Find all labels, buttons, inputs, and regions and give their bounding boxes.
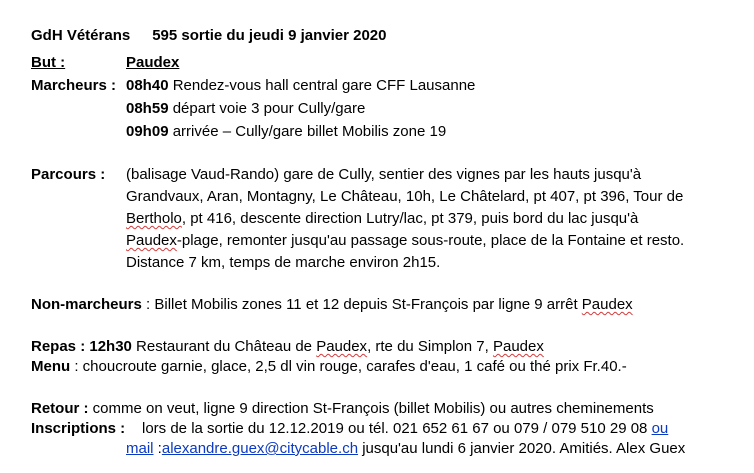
- parcours-line-5: Distance 7 km, temps de marche environ 2h15.: [126, 254, 441, 271]
- marcheurs-time-1: 08h40: [126, 77, 169, 94]
- mail-colon: :: [153, 440, 162, 457]
- marcheurs-text-2: départ voie 3 pour Cully/gare: [168, 100, 366, 117]
- marcheurs-text-3: arrivée – Cully/gare billet Mobilis zone 19: [168, 123, 447, 140]
- retour-line: [31, 400, 654, 418]
- marcheurs-text-1: Rendez-vous hall central gare CFF Lausanne: [168, 77, 476, 94]
- retour-text: comme on veut, ligne 9 direction St-François (billet Mobilis) ou autres cheminements: [88, 400, 654, 417]
- mail-link[interactable]: mail: [126, 440, 154, 457]
- but-label: But :: [31, 54, 66, 71]
- repas-place-2: Paudex: [492, 338, 544, 355]
- non-marcheurs-place: Paudex: [581, 296, 633, 313]
- non-marcheurs-text: : Billet Mobilis zones 11 et 12 depuis St-François par ligne 9 arrêt: [141, 296, 582, 313]
- menu-line: [31, 358, 627, 376]
- parcours-line-3-rest: , pt 416, descente direction Lutry/lac, pt 379, puis bord du lac jusqu'à: [181, 210, 639, 227]
- but-value: Paudex: [126, 54, 180, 71]
- marcheurs-line-1: [126, 77, 475, 95]
- document-header: [31, 27, 386, 45]
- repas-label: Repas : 12h30: [31, 338, 132, 355]
- parcours-label: Parcours :: [31, 166, 106, 183]
- retour-label: Retour :: [31, 400, 89, 417]
- non-marcheurs-line: [31, 296, 633, 314]
- outing-title: 595 sortie du jeudi 9 janvier 2020: [152, 27, 387, 44]
- inscriptions-line-1-text: lors de la sortie du 12.12.2019 ou tél. 021 652 61 67 ou 079 / 079 510 29 08: [142, 420, 652, 437]
- inscriptions-line-1: [142, 420, 668, 438]
- place-bertholo: Bertholo: [126, 210, 182, 227]
- parcours-line-1: (balisage Vaud-Rando) gare de Cully, sentier des vignes par les hauts jusqu'à: [126, 166, 642, 183]
- parcours-line-2: Grandvaux, Aran, Montagny, Le Château, 10h, Le Châtelard, pt 407, pt 396, Tour de: [126, 188, 684, 205]
- repas-text-a: Restaurant du Château de: [131, 338, 317, 355]
- marcheurs-line-2: [126, 100, 365, 118]
- inscriptions-ou-link[interactable]: ou: [651, 420, 669, 437]
- non-marcheurs-label: Non-marcheurs: [31, 296, 142, 313]
- place-paudex: Paudex: [126, 232, 177, 249]
- marcheurs-time-2: 08h59: [126, 100, 169, 117]
- email-link[interactable]: alexandre.guex@citycable.ch: [161, 440, 359, 457]
- repas-text-b: , rte du Simplon 7,: [367, 338, 493, 355]
- marcheurs-label: Marcheurs :: [31, 77, 117, 94]
- inscriptions-label: Inscriptions :: [31, 420, 126, 437]
- inscriptions-line-2-rest: jusqu'au lundi 6 janvier 2020. Amitiés. Alex Guex: [358, 440, 686, 457]
- inscriptions-line-2: [126, 440, 685, 458]
- parcours-line-4: [126, 232, 684, 250]
- repas-place-1: Paudex: [316, 338, 368, 355]
- parcours-line-3: [126, 210, 638, 228]
- parcours-line-4-rest: -plage, remonter jusqu'au passage sous-route, place de la Fontaine et resto.: [176, 232, 685, 249]
- marcheurs-line-3: [126, 123, 446, 141]
- repas-line: [31, 338, 544, 356]
- menu-label: Menu: [31, 358, 71, 375]
- menu-text: : choucroute garnie, glace, 2,5 dl vin rouge, carafes d'eau, 1 café ou thé prix Fr.40.-: [70, 358, 627, 375]
- marcheurs-time-3: 09h09: [126, 123, 169, 140]
- club-name: GdH Vétérans: [31, 27, 131, 44]
